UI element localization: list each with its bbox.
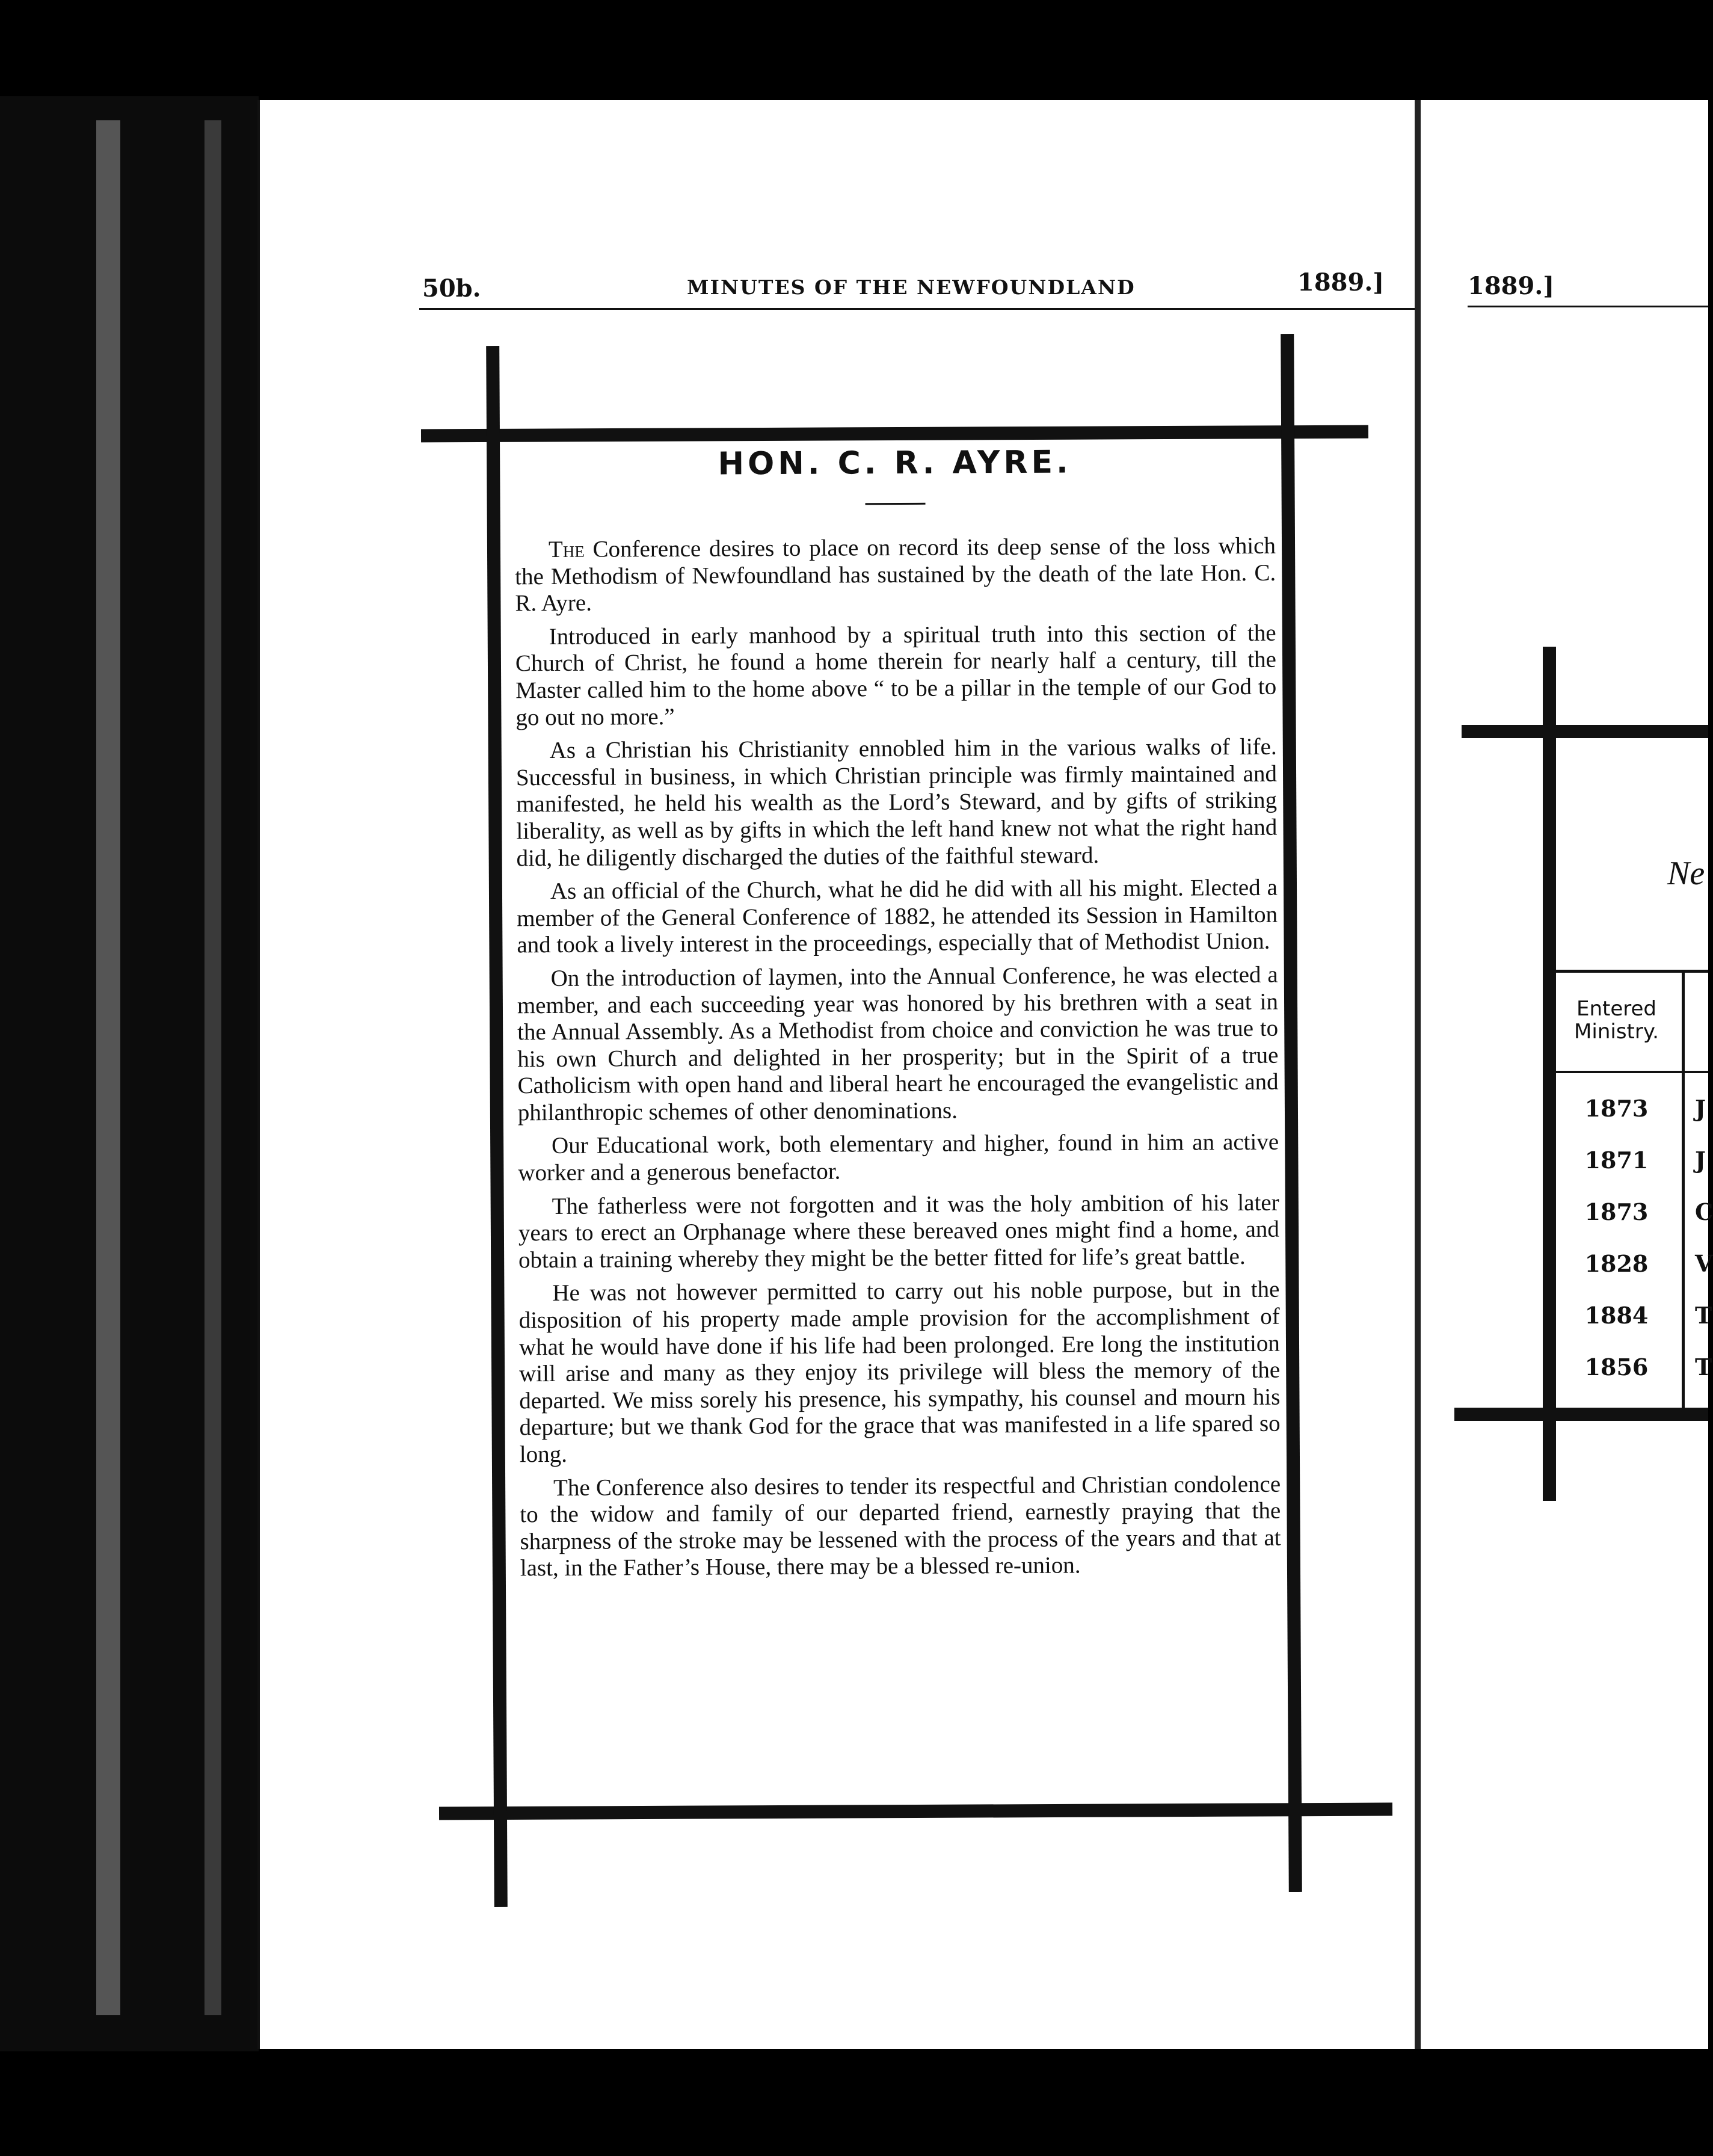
obituary-paragraph-1 <box>515 533 1276 617</box>
table-header-rule <box>1552 1071 1708 1073</box>
obituary-paragraph-3: As a Christian his Christianity ennobled him in the various walks of life. Successful in business, in which Christian principle was firmly maintained and manifested, he held his wealth as the Lord’s Steward, and by gifts of striking liberality, as well as by gifts in which the left hand knew not what the right hand did, he diligently discharged the duties of the faithful steward. <box>515 733 1278 871</box>
obituary-paragraph-9: The Conference also desires to tender its respectful and Christian condolence to the widow and family of our departed friend, earnestly praying that the sharpness of the stroke may be lessened with the process of the years and that at last, in the Father’s House, there may be a blessed re-union. <box>520 1471 1281 1582</box>
drop-word: The <box>548 536 585 563</box>
page-number: 50b. <box>422 274 481 303</box>
right-header-year: 1889.] <box>1468 272 1555 300</box>
binding-edge-dark <box>205 120 221 2015</box>
right-header-rule <box>1468 306 1708 307</box>
binding-edge-light <box>96 120 120 2015</box>
column-header-entered-ministry: Entered Ministry. <box>1574 997 1659 1044</box>
header-year: 1889.] <box>1297 268 1385 297</box>
obituary-title: HON. C. R. AYRE. <box>718 444 1072 482</box>
obituary-paragraph-2: Introduced in early manhood by a spiritual truth into this section of the Church of Christ, he found a home therein for nearly half a century, till the Master called him to the home above “ to be a pillar in the temple of our God to go out no more.” <box>515 620 1277 730</box>
table-name-fragment: J <box>1695 1095 1706 1122</box>
running-title: MINUTES OF THE NEWFOUNDLAND <box>687 276 1136 299</box>
table-year: 1871 <box>1584 1147 1649 1174</box>
obituary <box>514 443 1281 1589</box>
obituary-paragraph-4: As an official of the Church, what he did he did with all his might. Elected a member of the General Conference of 1882, he attended its Session in Hamilton and took a lively interest in the proceedings, especially that of Methodist Union. <box>517 874 1278 958</box>
right-heading-fragment: Ne <box>1667 855 1705 892</box>
table-name-fragment: C <box>1695 1198 1713 1225</box>
title-rule <box>865 503 925 505</box>
table-year: 1873 <box>1584 1198 1649 1225</box>
header-rule <box>419 308 1529 310</box>
table-year: 1884 <box>1584 1302 1649 1329</box>
table-name-fragment: V <box>1695 1250 1713 1277</box>
right-frame-top-bar <box>1462 725 1708 738</box>
table-top-rule <box>1552 970 1708 973</box>
right-frame-bottom-bar <box>1454 1408 1708 1421</box>
obituary-paragraph-7: The fatherless were not forgotten and it was the holy ambition of his later years to erect an Orphanage where these bereaved ones might find a home, and obtain a training whereby they might be the better fitted for life’s great battle. <box>518 1189 1279 1274</box>
table-year: 1873 <box>1584 1095 1649 1122</box>
paragraph-text: Conference desires to place on record its deep sense of the loss which the Methodism of Newfoundland has sustained by the death of the late Hon. C. R. Ayre. <box>515 532 1276 617</box>
table-name-fragment: J <box>1695 1147 1706 1174</box>
obituary-paragraph-6: Our Educational work, both elementary and higher, found in him an active worker and a generous benefactor. <box>518 1129 1279 1186</box>
table-year: 1828 <box>1584 1250 1649 1277</box>
table-name-fragment: T <box>1695 1302 1712 1329</box>
table-year: 1856 <box>1584 1354 1649 1381</box>
obituary-paragraph-8: He was not however permitted to carry out his noble purpose, but in the disposition of his property made ample provision for the accomplishment of what he would have done if his life had been prolonged. Ere long the institution will arise and many as they enjoy its privilege will bless the memory of the departed. We miss sorely his presence, his sympathy, his counsel and mourn his departure; but we thank God for the grace that was manifested in a life spared so long. <box>518 1277 1281 1468</box>
right-frame-left-bar <box>1543 647 1556 1501</box>
right-page <box>1421 100 1708 2049</box>
table-column-rule <box>1682 972 1685 1417</box>
table-name-fragment: T <box>1695 1354 1712 1381</box>
obituary-paragraph-5: On the introduction of laymen, into the Annual Conference, he was elected a member, and each succeeding year was honored by his brethren with a seat in the Annual Assembly. As a Methodist from choice and conviction he was true to his own Church and delighted in her prosperity; but in the Spirit of a true Catholicism with open hand and liberal heart he encouraged the evangelistic and philanthropic schemes of other denominations. <box>517 961 1279 1126</box>
